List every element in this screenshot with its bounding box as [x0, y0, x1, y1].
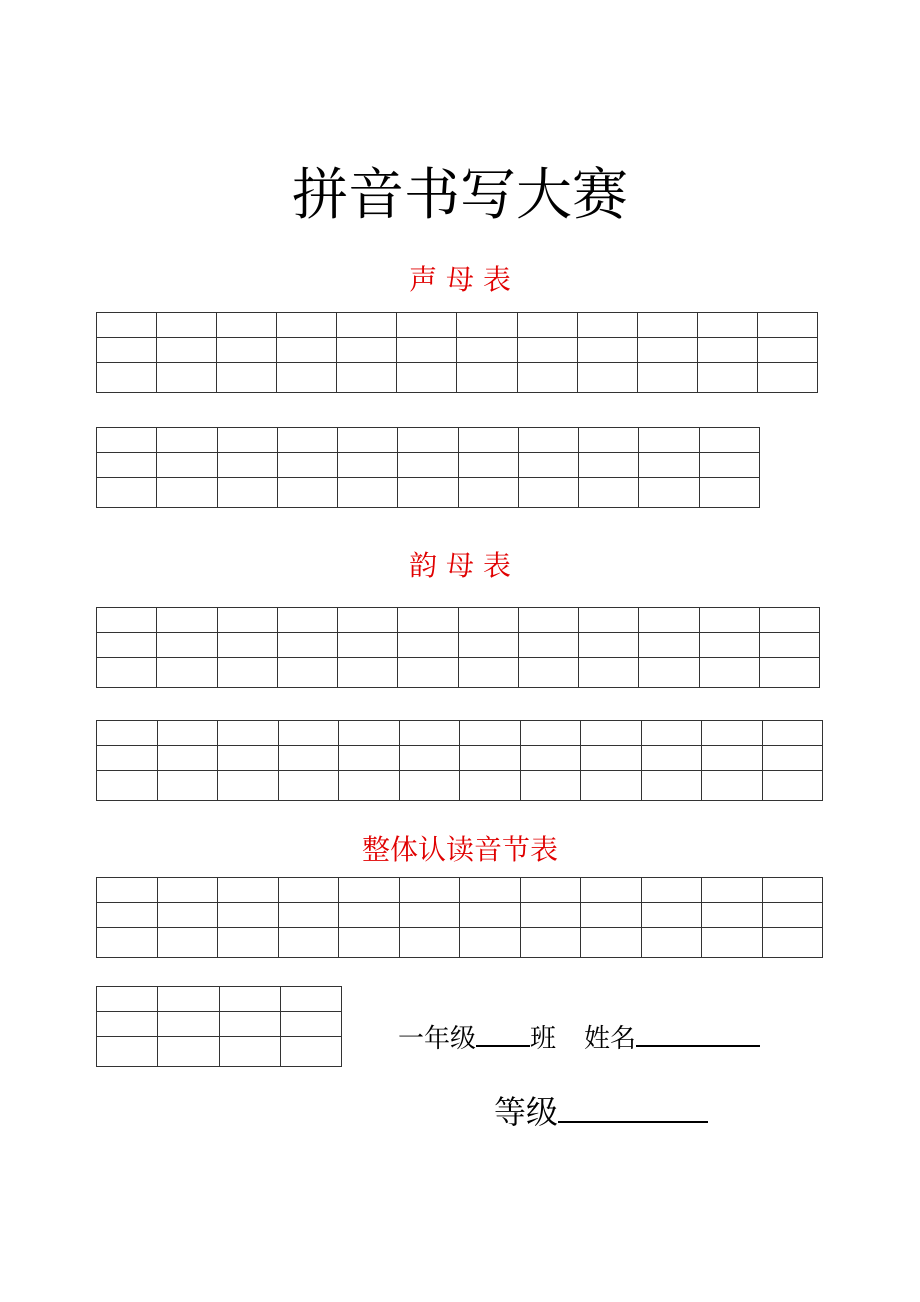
grid-cell[interactable]: [579, 428, 639, 453]
grid-cell[interactable]: [457, 338, 517, 363]
grid-cell[interactable]: [157, 878, 218, 903]
grid-cell[interactable]: [639, 453, 699, 478]
grid-row: [97, 987, 342, 1012]
grid-cell[interactable]: [520, 903, 581, 928]
grid-cell[interactable]: [697, 363, 757, 393]
grid-cell[interactable]: [217, 608, 277, 633]
grid-cell[interactable]: [458, 453, 518, 478]
grid-cell[interactable]: [157, 428, 217, 453]
level-label: 等级: [494, 1093, 559, 1131]
class-name-line: [398, 1022, 760, 1056]
grid-cell[interactable]: [97, 428, 157, 453]
grid-cell[interactable]: [280, 987, 341, 1012]
grid-cell[interactable]: [157, 633, 217, 658]
grid-cell[interactable]: [97, 478, 157, 508]
grid-cell[interactable]: [699, 428, 759, 453]
grid-cell[interactable]: [460, 928, 521, 958]
grid-cell[interactable]: [219, 1012, 280, 1037]
grid-row: [97, 721, 823, 746]
grid-cell[interactable]: [217, 633, 277, 658]
grid-cell[interactable]: [581, 903, 642, 928]
grid-cell[interactable]: [217, 363, 277, 393]
grid-cell[interactable]: [697, 338, 757, 363]
grid-cell[interactable]: [399, 721, 460, 746]
grid-cell[interactable]: [702, 878, 763, 903]
grid-cell[interactable]: [458, 633, 518, 658]
grid-cell[interactable]: [699, 453, 759, 478]
grid-cell[interactable]: [97, 878, 158, 903]
level-blank[interactable]: [558, 1119, 708, 1123]
grid-cell[interactable]: [280, 1037, 341, 1067]
grid-cell[interactable]: [460, 771, 521, 801]
grid-cell[interactable]: [97, 608, 157, 633]
grid-cell[interactable]: [398, 428, 458, 453]
grid-cell[interactable]: [278, 928, 339, 958]
grid-cell[interactable]: [157, 928, 218, 958]
grid-row: [97, 633, 820, 658]
grid-cell[interactable]: [218, 903, 279, 928]
grid-cell[interactable]: [639, 428, 699, 453]
grid-cell[interactable]: [397, 313, 457, 338]
grid-cell[interactable]: [641, 928, 702, 958]
grid-cell[interactable]: [157, 363, 217, 393]
grid-cell[interactable]: [338, 633, 398, 658]
grid-cell[interactable]: [637, 363, 697, 393]
grid-cell[interactable]: [460, 746, 521, 771]
grid-cell[interactable]: [97, 658, 157, 688]
grid-cell[interactable]: [97, 1012, 158, 1037]
grid-cell[interactable]: [97, 746, 158, 771]
grid-cell[interactable]: [277, 633, 337, 658]
grid-cell[interactable]: [398, 453, 458, 478]
grid-cell[interactable]: [157, 721, 218, 746]
grid-cell[interactable]: [520, 928, 581, 958]
grid-cell[interactable]: [399, 746, 460, 771]
grid-cell[interactable]: [702, 771, 763, 801]
grid-cell[interactable]: [399, 878, 460, 903]
grid-cell[interactable]: [217, 313, 277, 338]
grid-cell[interactable]: [398, 478, 458, 508]
grid-cell[interactable]: [277, 453, 337, 478]
grid-cell[interactable]: [699, 633, 759, 658]
grid-row: [97, 338, 818, 363]
grid-row: [97, 313, 818, 338]
grid-cell[interactable]: [759, 658, 819, 688]
grid-cell[interactable]: [757, 313, 817, 338]
grid-cell[interactable]: [277, 313, 337, 338]
grid-cell[interactable]: [460, 903, 521, 928]
grid-row: [97, 453, 760, 478]
grade-label: 一年级: [398, 1024, 477, 1054]
grid-cell[interactable]: [639, 658, 699, 688]
grid-cell[interactable]: [460, 721, 521, 746]
grid-cell[interactable]: [762, 903, 823, 928]
grid-cell[interactable]: [217, 428, 277, 453]
writing-grid-initials-2[interactable]: [96, 427, 760, 508]
grid-cell[interactable]: [518, 453, 578, 478]
grid-cell[interactable]: [278, 771, 339, 801]
grid-cell[interactable]: [97, 633, 157, 658]
grid-cell[interactable]: [339, 878, 400, 903]
grid-cell[interactable]: [458, 478, 518, 508]
grid-cell[interactable]: [337, 338, 397, 363]
grid-cell[interactable]: [97, 1037, 158, 1067]
grid-cell[interactable]: [757, 338, 817, 363]
grid-cell[interactable]: [757, 363, 817, 393]
grid-cell[interactable]: [339, 903, 400, 928]
section-title-finals: 韵 母 表: [409, 549, 511, 582]
grid-cell[interactable]: [398, 608, 458, 633]
grid-cell[interactable]: [157, 608, 217, 633]
grid-cell[interactable]: [97, 987, 158, 1012]
grid-cell[interactable]: [157, 903, 218, 928]
grid-cell[interactable]: [457, 363, 517, 393]
grade-level-line: [494, 1092, 708, 1132]
grid-cell[interactable]: [759, 608, 819, 633]
section-title-whole-syllables: 整体认读音节表: [361, 833, 558, 866]
grid-cell[interactable]: [158, 1012, 219, 1037]
grid-cell[interactable]: [699, 608, 759, 633]
writing-grid-whole-1[interactable]: [96, 877, 823, 958]
grid-cell[interactable]: [97, 453, 157, 478]
grid-cell[interactable]: [641, 721, 702, 746]
grid-cell[interactable]: [280, 1012, 341, 1037]
grid-cell[interactable]: [339, 771, 400, 801]
grid-cell[interactable]: [397, 363, 457, 393]
grid-cell[interactable]: [278, 903, 339, 928]
grid-cell[interactable]: [97, 338, 157, 363]
grid-cell[interactable]: [762, 928, 823, 958]
grid-cell[interactable]: [579, 608, 639, 633]
grid-cell[interactable]: [517, 338, 577, 363]
writing-grid-initials-1[interactable]: [96, 312, 818, 393]
grid-cell[interactable]: [641, 771, 702, 801]
grid-cell[interactable]: [337, 313, 397, 338]
grid-cell[interactable]: [581, 878, 642, 903]
grid-cell[interactable]: [520, 746, 581, 771]
grid-cell[interactable]: [458, 658, 518, 688]
grid-cell[interactable]: [97, 903, 158, 928]
grid-cell[interactable]: [699, 478, 759, 508]
class-label: 班: [530, 1024, 557, 1054]
grid-cell[interactable]: [158, 987, 219, 1012]
grid-cell[interactable]: [639, 608, 699, 633]
grid-cell[interactable]: [218, 746, 279, 771]
grid-row: [97, 363, 818, 393]
grid-cell[interactable]: [157, 313, 217, 338]
grid-cell[interactable]: [338, 608, 398, 633]
name-label: 姓名: [584, 1024, 637, 1054]
grid-cell[interactable]: [577, 313, 637, 338]
grid-cell[interactable]: [217, 338, 277, 363]
grid-cell[interactable]: [218, 771, 279, 801]
grid-cell[interactable]: [97, 363, 157, 393]
grid-cell[interactable]: [577, 363, 637, 393]
writing-grid-finals-2[interactable]: [96, 720, 823, 801]
grid-row: [97, 1012, 342, 1037]
grid-cell[interactable]: [579, 633, 639, 658]
grid-cell[interactable]: [337, 363, 397, 393]
grid-cell[interactable]: [577, 338, 637, 363]
grid-cell[interactable]: [157, 658, 217, 688]
grid-cell[interactable]: [579, 478, 639, 508]
grid-cell[interactable]: [399, 771, 460, 801]
grid-cell[interactable]: [641, 746, 702, 771]
grid-cell[interactable]: [759, 633, 819, 658]
grid-row: [97, 746, 823, 771]
grid-cell[interactable]: [338, 428, 398, 453]
grid-cell[interactable]: [218, 928, 279, 958]
grid-cell[interactable]: [397, 338, 457, 363]
grid-cell[interactable]: [762, 721, 823, 746]
grid-cell[interactable]: [277, 658, 337, 688]
grid-cell[interactable]: [157, 338, 217, 363]
grid-cell[interactable]: [518, 428, 578, 453]
grid-cell[interactable]: [218, 878, 279, 903]
grid-cell[interactable]: [520, 721, 581, 746]
grid-cell[interactable]: [762, 746, 823, 771]
grid-cell[interactable]: [277, 478, 337, 508]
grid-cell[interactable]: [157, 478, 217, 508]
grid-cell[interactable]: [518, 608, 578, 633]
grid-cell[interactable]: [97, 313, 157, 338]
grid-cell[interactable]: [219, 987, 280, 1012]
grid-cell[interactable]: [639, 633, 699, 658]
grid-cell[interactable]: [97, 721, 158, 746]
grid-row: [97, 771, 823, 801]
grid-cell[interactable]: [338, 453, 398, 478]
name-blank[interactable]: [636, 1043, 760, 1047]
page-title: 拼音书写大赛: [292, 163, 628, 228]
grid-cell[interactable]: [277, 363, 337, 393]
grid-cell[interactable]: [278, 746, 339, 771]
grid-cell[interactable]: [518, 658, 578, 688]
grid-cell[interactable]: [157, 746, 218, 771]
grid-cell[interactable]: [581, 721, 642, 746]
grid-cell[interactable]: [277, 338, 337, 363]
grid-cell[interactable]: [399, 903, 460, 928]
grid-cell[interactable]: [702, 928, 763, 958]
grid-cell[interactable]: [702, 746, 763, 771]
grid-cell[interactable]: [458, 428, 518, 453]
grid-cell[interactable]: [517, 363, 577, 393]
writing-grid-whole-2[interactable]: [96, 986, 342, 1067]
class-blank[interactable]: [476, 1043, 530, 1047]
grid-cell[interactable]: [339, 721, 400, 746]
grid-cell[interactable]: [399, 928, 460, 958]
grid-cell[interactable]: [579, 658, 639, 688]
grid-row: [97, 658, 820, 688]
writing-grid-finals-1[interactable]: [96, 607, 820, 688]
grid-cell[interactable]: [338, 658, 398, 688]
grid-cell[interactable]: [762, 771, 823, 801]
grid-cell[interactable]: [702, 721, 763, 746]
grid-cell[interactable]: [217, 478, 277, 508]
grid-cell[interactable]: [697, 313, 757, 338]
grid-cell[interactable]: [219, 1037, 280, 1067]
grid-cell[interactable]: [398, 658, 458, 688]
grid-row: [97, 428, 760, 453]
grid-cell[interactable]: [278, 878, 339, 903]
grid-cell[interactable]: [158, 1037, 219, 1067]
grid-cell[interactable]: [277, 428, 337, 453]
grid-cell[interactable]: [217, 658, 277, 688]
grid-cell[interactable]: [637, 313, 697, 338]
grid-cell[interactable]: [699, 658, 759, 688]
grid-cell[interactable]: [338, 478, 398, 508]
grid-cell[interactable]: [639, 478, 699, 508]
grid-cell[interactable]: [277, 608, 337, 633]
grid-row: [97, 903, 823, 928]
grid-cell[interactable]: [520, 771, 581, 801]
grid-cell[interactable]: [398, 633, 458, 658]
grid-row: [97, 928, 823, 958]
grid-cell[interactable]: [762, 878, 823, 903]
grid-cell[interactable]: [157, 771, 218, 801]
grid-cell[interactable]: [278, 721, 339, 746]
grid-cell[interactable]: [218, 721, 279, 746]
grid-cell[interactable]: [339, 746, 400, 771]
grid-cell[interactable]: [581, 746, 642, 771]
grid-cell[interactable]: [641, 878, 702, 903]
grid-cell[interactable]: [517, 313, 577, 338]
grid-row: [97, 878, 823, 903]
grid-cell[interactable]: [581, 771, 642, 801]
grid-cell[interactable]: [97, 928, 158, 958]
grid-cell[interactable]: [518, 633, 578, 658]
grid-cell[interactable]: [518, 478, 578, 508]
grid-cell[interactable]: [458, 608, 518, 633]
grid-cell[interactable]: [457, 313, 517, 338]
grid-cell[interactable]: [339, 928, 400, 958]
grid-cell[interactable]: [637, 338, 697, 363]
section-title-initials: 声 母 表: [409, 263, 511, 296]
grid-cell[interactable]: [641, 903, 702, 928]
grid-row: [97, 478, 760, 508]
grid-row: [97, 608, 820, 633]
grid-cell[interactable]: [581, 928, 642, 958]
grid-cell[interactable]: [157, 453, 217, 478]
grid-cell[interactable]: [702, 903, 763, 928]
grid-cell[interactable]: [217, 453, 277, 478]
grid-cell[interactable]: [520, 878, 581, 903]
grid-cell[interactable]: [460, 878, 521, 903]
grid-cell[interactable]: [97, 771, 158, 801]
grid-cell[interactable]: [579, 453, 639, 478]
grid-row: [97, 1037, 342, 1067]
